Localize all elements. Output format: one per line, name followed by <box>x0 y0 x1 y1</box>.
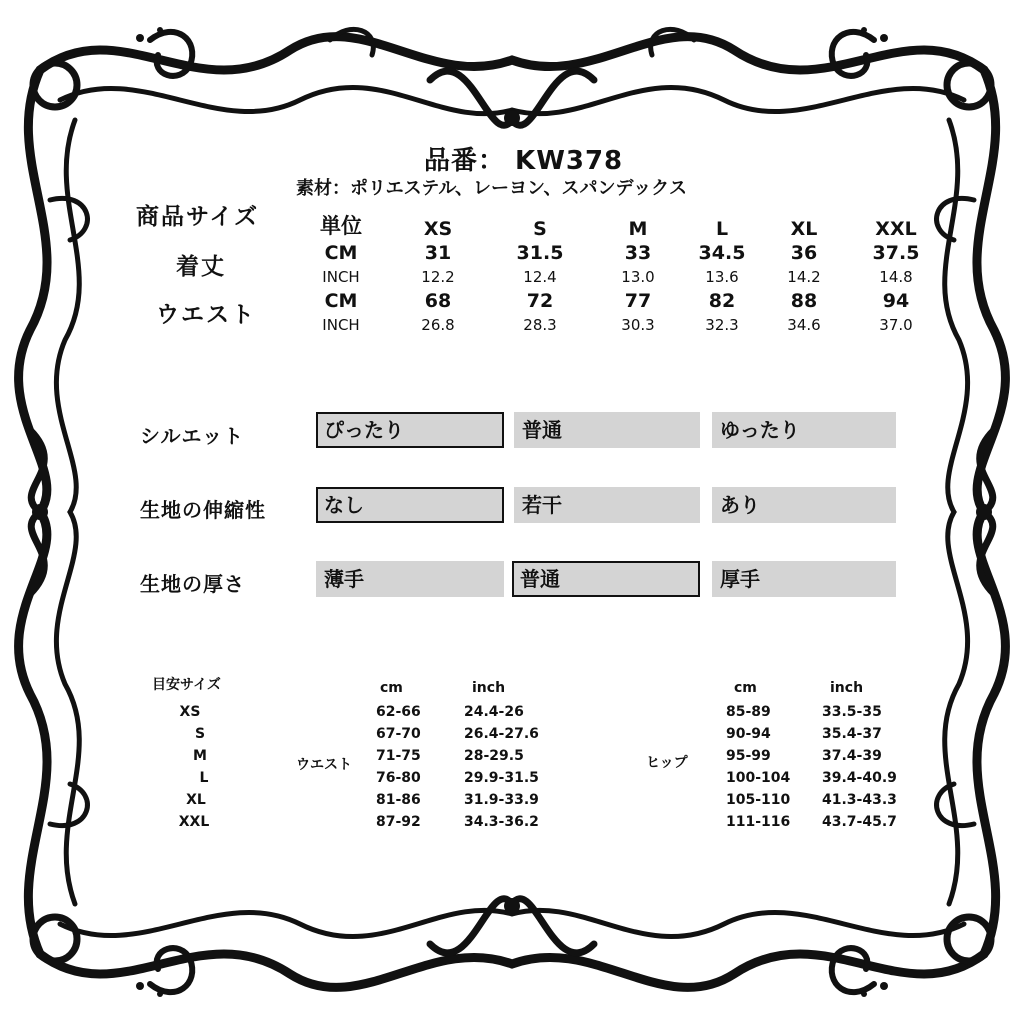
silhouette-option-fitted: ぴったり <box>316 412 504 448</box>
guide-waist-label: ウエスト <box>296 757 352 773</box>
size-header-l: L <box>715 218 729 240</box>
size-section-label: 商品サイズ <box>136 204 260 230</box>
guide-waist-cm-xs: 62-66 <box>376 704 421 720</box>
guide-hip-label: ヒップ <box>646 755 688 771</box>
guide-hip-cm-m: 95-99 <box>726 748 771 764</box>
guide-size-m: M <box>193 748 207 764</box>
waist-inch-s: 28.3 <box>523 316 557 334</box>
length-cm-xs: 31 <box>424 242 452 264</box>
guide-size-l: L <box>199 770 209 786</box>
guide-waist-cm-s: 67-70 <box>376 726 421 742</box>
guide-hip-cm-s: 90-94 <box>726 726 771 742</box>
size-header-s: S <box>533 218 547 240</box>
attr-label-silhouette: シルエット <box>140 424 245 448</box>
guide-hip-inch-xxl: 43.7-45.7 <box>822 814 897 830</box>
guide-waist-inch-s: 26.4-27.6 <box>464 726 539 742</box>
silhouette-option-loose: ゆったり <box>712 412 896 448</box>
guide-hip-inch-l: 39.4-40.9 <box>822 770 897 786</box>
thickness-option-thick: 厚手 <box>712 561 896 597</box>
size-header-m: M <box>628 218 648 240</box>
guide-hip-cm-header: cm <box>734 680 757 696</box>
waist-inch-xl: 34.6 <box>787 316 821 334</box>
waist-inch-m: 30.3 <box>621 316 655 334</box>
guide-hip-inch-xs: 33.5-35 <box>822 704 882 720</box>
guide-waist-inch-l: 29.9-31.5 <box>464 770 539 786</box>
length-cm-m: 33 <box>624 242 652 264</box>
guide-size-xs: XS <box>179 704 201 720</box>
guide-waist-inch-xxl: 34.3-36.2 <box>464 814 539 830</box>
size-header-xl: XL <box>790 218 818 240</box>
guide-waist-inch-xl: 31.9-33.9 <box>464 792 539 808</box>
length-inch-xxl: 14.8 <box>879 268 913 286</box>
waist-cm-s: 72 <box>526 290 554 312</box>
row-label-length: 着丈 <box>176 254 226 280</box>
waist-cm-xxl: 94 <box>882 290 910 312</box>
waist-inch-xs: 26.8 <box>421 316 455 334</box>
guide-waist-cm-xl: 81-86 <box>376 792 421 808</box>
size-header-xxl: XXL <box>875 218 917 240</box>
guide-hip-cm-xs: 85-89 <box>726 704 771 720</box>
guide-size-xl: XL <box>186 792 206 808</box>
guide-hip-inch-xl: 41.3-43.3 <box>822 792 897 808</box>
waist-cm-unit: CM <box>324 290 358 312</box>
guide-hip-cm-xl: 105-110 <box>726 792 791 808</box>
waist-inch-l: 32.3 <box>705 316 739 334</box>
length-inch-l: 13.6 <box>705 268 739 286</box>
stretch-option-none: なし <box>316 487 504 523</box>
length-cm-xxl: 37.5 <box>872 242 920 264</box>
thickness-option-regular: 普通 <box>512 561 700 597</box>
row-label-waist: ウエスト <box>156 302 256 328</box>
guide-hip-inch-s: 35.4-37 <box>822 726 882 742</box>
waist-cm-xl: 88 <box>790 290 818 312</box>
attr-label-thickness: 生地の厚さ <box>140 572 245 596</box>
length-inch-xs: 12.2 <box>421 268 455 286</box>
waist-inch-unit: INCH <box>322 316 360 334</box>
guide-waist-cm-m: 71-75 <box>376 748 421 764</box>
length-inch-xl: 14.2 <box>787 268 821 286</box>
guide-waist-cm-l: 76-80 <box>376 770 421 786</box>
length-inch-s: 12.4 <box>523 268 557 286</box>
material-text: 素材：ポリエステル、レーヨン、スパンデックス <box>296 178 687 199</box>
size-header-xs: XS <box>423 218 453 240</box>
unit-header: 単位 <box>320 214 362 238</box>
length-cm-xl: 36 <box>790 242 818 264</box>
stretch-option-yes: あり <box>712 487 896 523</box>
guide-waist-cm-header: cm <box>380 680 403 696</box>
waist-inch-xxl: 37.0 <box>879 316 913 334</box>
attr-label-stretch: 生地の伸縮性 <box>140 498 266 522</box>
guide-size-xxl: XXL <box>178 814 210 830</box>
length-cm-l: 34.5 <box>698 242 746 264</box>
length-inch-unit: INCH <box>322 268 360 286</box>
guide-hip-cm-l: 100-104 <box>726 770 791 786</box>
guide-hip-inch-m: 37.4-39 <box>822 748 882 764</box>
guide-hip-cm-xxl: 111-116 <box>726 814 791 830</box>
waist-cm-xs: 68 <box>424 290 452 312</box>
guide-waist-cm-xxl: 87-92 <box>376 814 421 830</box>
guide-hip-inch-header: inch <box>830 680 864 696</box>
guide-waist-inch-header: inch <box>472 680 506 696</box>
length-cm-s: 31.5 <box>516 242 564 264</box>
waist-cm-m: 77 <box>624 290 652 312</box>
silhouette-option-regular: 普通 <box>514 412 700 448</box>
guide-waist-inch-m: 28-29.5 <box>464 748 524 764</box>
stretch-option-slight: 若干 <box>514 487 700 523</box>
thickness-option-thin: 薄手 <box>316 561 504 597</box>
waist-cm-l: 82 <box>708 290 736 312</box>
length-inch-m: 13.0 <box>621 268 655 286</box>
guide-size-s: S <box>194 726 206 742</box>
length-cm-unit: CM <box>324 242 358 264</box>
product-code-title: 品番： KW378 <box>424 146 624 176</box>
guide-title: 目安サイズ <box>152 677 221 693</box>
guide-waist-inch-xs: 24.4-26 <box>464 704 524 720</box>
